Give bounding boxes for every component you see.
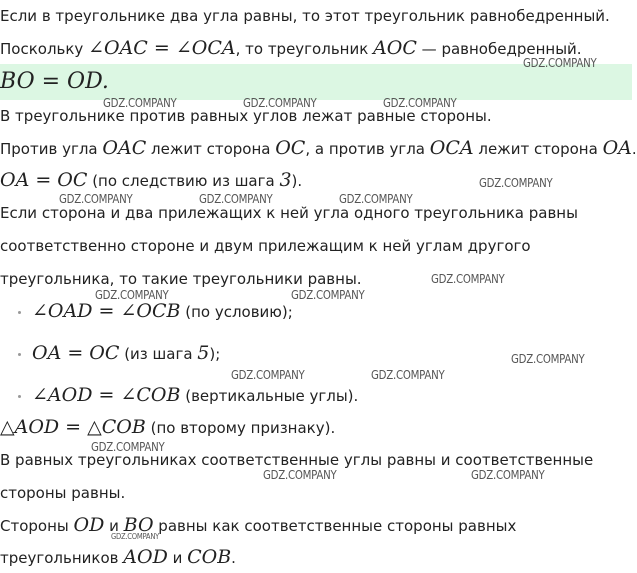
bullet-item-2: OA = OC (из шага 5);: [32, 342, 221, 364]
bullet-item-3: ∠AOD = ∠COB (вертикальные углы).: [32, 384, 359, 406]
watermark: GDZ.COMPANY: [231, 368, 305, 382]
text-line-1: Если в треугольнике два угла равны, то этот треугольник равнобедренный.: [0, 7, 610, 25]
text-line-15: стороны равны.: [0, 484, 126, 502]
watermark: GDZ.COMPANY: [383, 96, 457, 110]
watermark: GDZ.COMPANY: [523, 56, 597, 70]
text-line-8: соответственно стороне и двум прилежащим к ней углам другого: [0, 237, 531, 255]
bullet-dot: [18, 353, 21, 356]
watermark: GDZ.COMPANY: [291, 288, 365, 302]
watermark: GDZ.COMPANY: [431, 272, 505, 286]
text-line-2: Поскольку ∠OAC = ∠OCA, то треугольник AOC — равнобедренный.: [0, 37, 582, 59]
watermark: GDZ.COMPANY: [371, 368, 445, 382]
watermark: GDZ.COMPANY: [511, 352, 585, 366]
text-line-17: треугольников AOD и COB.: [0, 546, 236, 568]
math-expression: AOC: [373, 37, 417, 59]
watermark: GDZ.COMPANY: [339, 192, 413, 206]
watermark: GDZ.COMPANY: [111, 532, 160, 541]
text-line-13: △AOD = △COB (по второму признаку).: [0, 416, 336, 438]
watermark: GDZ.COMPANY: [59, 192, 133, 206]
bullet-item-1: ∠OAD = ∠OCB (по условию);: [32, 300, 293, 322]
watermark: GDZ.COMPANY: [243, 96, 317, 110]
text-line-14: В равных треугольниках соответственные углы равны и соответственные: [0, 451, 594, 469]
text-line-5: Против угла OAC лежит сторона OC, а против угла OCA лежит сторона OA.: [0, 137, 637, 159]
bullet-dot: [18, 311, 21, 314]
watermark: GDZ.COMPANY: [263, 468, 337, 482]
text-line-16: Стороны OD и BO равны как соответственные стороны равных: [0, 514, 517, 536]
watermark: GDZ.COMPANY: [95, 288, 169, 302]
watermark: GDZ.COMPANY: [91, 440, 165, 454]
watermark: GDZ.COMPANY: [199, 192, 273, 206]
text-line-7: Если сторона и два прилежащих к ней угла одного треугольника равны: [0, 204, 578, 222]
watermark: GDZ.COMPANY: [103, 96, 177, 110]
watermark: GDZ.COMPANY: [471, 468, 545, 482]
watermark: GDZ.COMPANY: [479, 176, 553, 190]
text-line-9: треугольника, то такие треугольники равны.: [0, 270, 362, 288]
text-line-4: В треугольнике против равных углов лежат равные стороны.: [0, 107, 492, 125]
highlighted-equation: BO = OD.: [0, 69, 109, 94]
text-line-6: OA = OC (по следствию из шага 3).: [0, 169, 303, 191]
bullet-dot: [18, 395, 21, 398]
math-expression: ∠OAC = ∠OCA: [88, 37, 236, 59]
